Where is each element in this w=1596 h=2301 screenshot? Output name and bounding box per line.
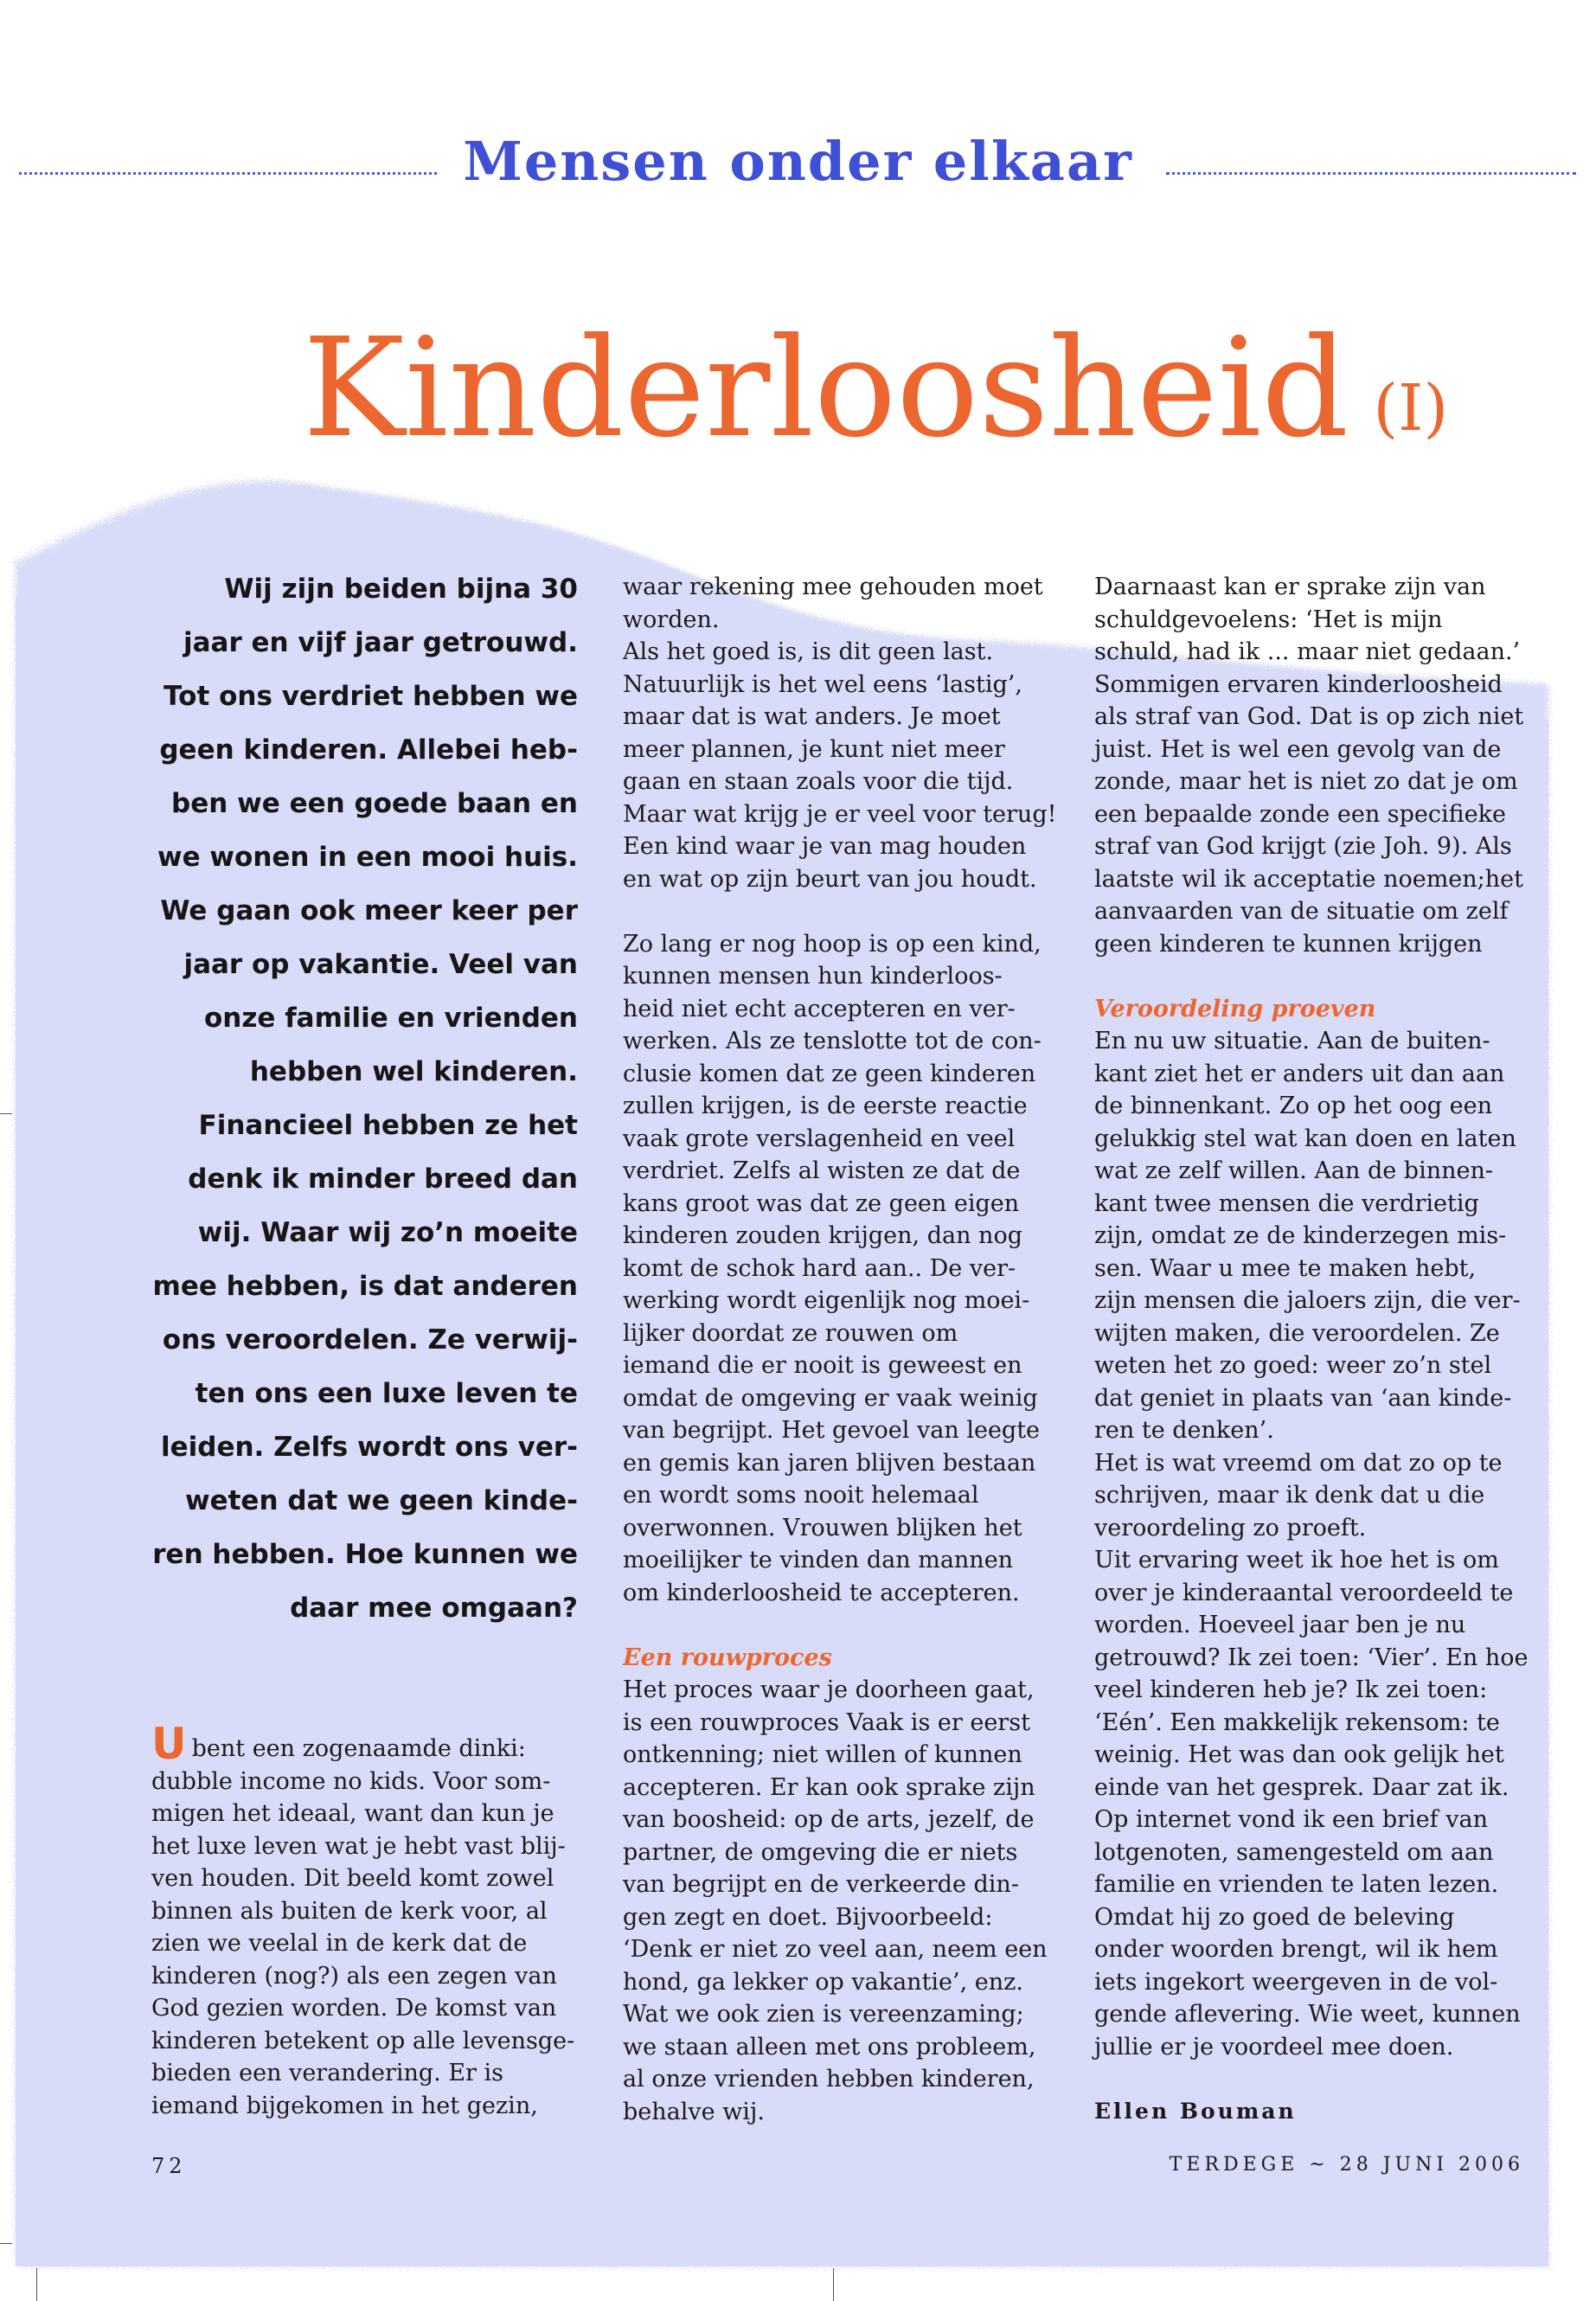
text-line: als straf van God. Dat is op zich niet	[1094, 703, 1524, 730]
text-line: en wordt soms nooit helemaal	[623, 1482, 979, 1509]
text-line: zullen krijgen, is de eerste reactie	[623, 1093, 1028, 1119]
text-line: komt de schok hard aan.. De ver-	[623, 1254, 1016, 1282]
article-column-1	[151, 1719, 578, 2122]
text-line: is een rouwproces Vaak is er eerst	[623, 1708, 1030, 1736]
text-line: werken. Als ze tenslotte tot de con-	[623, 1028, 1042, 1054]
column-2-paragraph-1	[623, 571, 1064, 895]
text-line: zien we veelal in de kerk dat de	[151, 1930, 528, 1957]
column-2-paragraph-2	[623, 928, 1064, 1610]
text-line: kant ziet het er anders uit dan aan	[1094, 1060, 1505, 1087]
text-line: jullie er je voordeel mee doen.	[1094, 2033, 1454, 2061]
text-line: kinderen zouden krijgen, dan nog	[623, 1222, 1022, 1249]
text-line: van boosheid: op de arts, jezelf, de	[623, 1806, 1035, 1833]
column-3-paragraph-2	[1094, 1025, 1553, 2063]
text-line: gen zegt en doet. Bijvoorbeeld:	[623, 1903, 993, 1931]
text-line: Het is wat vreemd om dat zo op te	[1094, 1449, 1503, 1477]
text-line: maar dat is wat anders. Je moet	[623, 703, 1001, 730]
text-line: worden.	[623, 606, 720, 633]
question-line: we wonen in een mooi huis.	[157, 842, 578, 873]
column-2-paragraph-3	[623, 1674, 1064, 2128]
text-line: lotgenoten, samengesteld om aan	[1094, 1838, 1494, 1866]
text-line: clusie komen dat ze geen kinderen	[623, 1060, 1036, 1087]
text-line: kant twee mensen die verdrietig	[1094, 1189, 1479, 1217]
question-line: jaar en vijf jaar getrouwd.	[183, 627, 578, 658]
text-line: zijn mensen die jaloers zijn, die ver-	[1094, 1287, 1521, 1314]
text-line: juist. Het is wel een gevolg van de	[1094, 735, 1502, 763]
text-line: verdriet. Zelfs al wisten ze dat de	[623, 1157, 1021, 1184]
text-line: waar rekening mee gehouden moet	[623, 574, 1043, 600]
text-line: en wat op zijn beurt van jou houdt.	[623, 865, 1037, 893]
text-line: Uit ervaring weet ik hoe het is om	[1094, 1547, 1499, 1574]
text-line: van begrijpt en de verkeerde din-	[623, 1871, 1019, 1898]
question-line: onze familie en vrienden	[203, 1003, 578, 1034]
article-title-text: Kinderloosheid	[303, 309, 1349, 468]
text-line: dubble income no kids. Voor som-	[151, 1767, 551, 1795]
column-3-paragraph-1	[1094, 571, 1553, 960]
question-line: ten ons een luxe leven te	[195, 1378, 578, 1409]
question-line: Wij zijn beiden bijna 30	[224, 574, 578, 605]
text-line: onder woorden brengt, wil ik hem	[1094, 1936, 1498, 1963]
question-line: daar mee omgaan?	[290, 1593, 578, 1624]
text-line: veroordeling zo proeft.	[1094, 1514, 1367, 1541]
author-name: Ellen Bouman	[1094, 2099, 1297, 2124]
text-line: bieden een verandering. Er is	[151, 2060, 504, 2086]
text-line: kinderen (nog?) als een zegen van	[151, 1962, 557, 1990]
article-title-part: (I)	[1373, 371, 1449, 445]
question-line: Financieel hebben ze het	[198, 1110, 578, 1141]
text-line: Natuurlijk is het wel eens ‘lastig’,	[623, 670, 1022, 698]
text-line: het luxe leven wat je hebt vast blij-	[151, 1832, 566, 1860]
text-line: werking wordt eigenlijk nog moei-	[623, 1287, 1030, 1314]
text-line: aanvaarden van de situatie om zelf	[1094, 898, 1509, 925]
section-title-text: Mensen onder elkaar	[439, 130, 1157, 193]
text-line: familie en vrienden te laten lezen.	[1094, 1871, 1499, 1898]
question-line: geen kinderen. Allebei heb-	[159, 734, 578, 766]
text-line: migen het ideaal, want dan kun je	[151, 1800, 554, 1827]
text-line: schrijven, maar ik denk dat u die	[1094, 1482, 1485, 1509]
text-line: getrouwd? Ik zei toen: ‘Vier’. En hoe	[1094, 1644, 1529, 1671]
question-line: mee hebben, is dat anderen	[152, 1271, 578, 1302]
text-line: van begrijpt. Het gevoel van leegte	[623, 1417, 1041, 1444]
text-line: over je kinderaantal veroordeeld te	[1094, 1579, 1514, 1606]
text-line: zonde, maar het is niet zo dat je om	[1094, 768, 1518, 795]
text-line: Als het goed is, is dit geen last.	[623, 638, 994, 665]
text-line: Op internet vond ik een brief van	[1094, 1806, 1488, 1833]
text-line: iets ingekort weergeven in de vol-	[1094, 1968, 1498, 1996]
article-title	[303, 309, 1449, 468]
text-line: iemand bijgekomen in het gezin,	[151, 2092, 538, 2119]
text-line: ‘Denk er niet zo veel aan, neem een	[623, 1936, 1048, 1963]
text-line: einde van het gesprek. Daar zat ik.	[1094, 1773, 1509, 1801]
question-line: ben we een goede baan en	[171, 788, 578, 819]
text-line: moeilijker te vinden dan mannen	[623, 1547, 1014, 1574]
text-line: worden. Hoeveel jaar ben je nu	[1094, 1612, 1466, 1638]
text-line: de binnenkant. Zo op het oog een	[1094, 1093, 1493, 1119]
text-line: weinig. Het was dan ook gelijk het	[1094, 1741, 1504, 1768]
question-line: We gaan ook meer keer per	[160, 895, 578, 926]
column-1-text	[151, 1766, 578, 2123]
crop-mark	[0, 2243, 12, 2244]
question-line: denk ik minder breed dan	[188, 1163, 578, 1195]
text-line: vaak grote verslagenheid en veel	[623, 1125, 1016, 1152]
question-line: weten dat we geen kinde-	[184, 1485, 578, 1516]
text-line: omdat de omgeving er vaak weinig	[623, 1384, 1038, 1412]
text-line: kunnen mensen hun kinderloos-	[623, 963, 1003, 990]
subheading-veroordeling: Veroordeling proeven	[1094, 995, 1376, 1022]
footer-credit: TERDEGE ~ 28 JUNI 2006	[1169, 2154, 1524, 2176]
text-line: binnen als buiten de kerk voor, al	[151, 1897, 548, 1925]
text-line: Omdat hij zo goed de beleving	[1094, 1903, 1455, 1931]
question-line: jaar op vakantie. Veel van	[183, 949, 578, 980]
reader-question	[151, 562, 578, 1635]
text-line: meer plannen, je kunt niet meer	[623, 735, 1005, 763]
text-line: iemand die er nooit is geweest en	[623, 1352, 1022, 1379]
text-line: gende aflevering. Wie weet, kunnen	[1094, 2001, 1521, 2028]
text-line: En nu uw situatie. Aan de buiten-	[1094, 1028, 1490, 1054]
text-line: Sommigen ervaren kinderloosheid	[1094, 670, 1503, 698]
crop-mark	[36, 2268, 37, 2301]
text-line: straf van God krijgt (zie Joh. 9). Als	[1094, 833, 1512, 860]
text-line: partner, de omgeving die er niets	[623, 1838, 1018, 1866]
text-line: schuld, had ik ... maar niet gedaan.’	[1094, 638, 1521, 665]
text-line: geen kinderen te kunnen krijgen	[1094, 930, 1483, 958]
opening-line-text: bent een zogenaamde dinki:	[191, 1735, 526, 1762]
question-line: leiden. Zelfs wordt ons ver-	[160, 1432, 578, 1463]
text-line: Wat we ook zien is vereenzaming;	[623, 2001, 1024, 2028]
text-line: ren te denken’.	[1094, 1417, 1274, 1444]
article-column-2	[623, 571, 1064, 2128]
opening-line	[151, 1719, 578, 1769]
page-number: 72	[151, 2154, 187, 2178]
text-line: wat ze zelf willen. Aan de binnen-	[1094, 1157, 1493, 1184]
text-line: heid niet echt accepteren en ver-	[623, 995, 1016, 1022]
text-line: schuldgevoelens: ‘Het is mijn	[1094, 606, 1443, 633]
crop-mark	[0, 1113, 12, 1114]
text-line: Maar wat krijg je er veel voor terug!	[623, 800, 1057, 828]
text-line: wijten maken, die veroordelen. Ze	[1094, 1319, 1500, 1347]
text-line: en gemis kan jaren blijven bestaan	[623, 1449, 1036, 1477]
text-line: we staan alleen met ons probleem,	[623, 2033, 1036, 2061]
text-line: kinderen betekent op alle levensge-	[151, 2027, 575, 2054]
text-line: lijker doordat ze rouwen om	[623, 1319, 958, 1347]
text-line: behalve wij.	[623, 2098, 765, 2125]
text-line: een bepaalde zonde een specifieke	[1094, 800, 1506, 828]
text-line: al onze vrienden hebben kinderen,	[623, 2066, 1035, 2093]
text-line: Zo lang er nog hoop is op een kind,	[623, 930, 1042, 958]
text-line: gelukkig stel wat kan doen en laten	[1094, 1125, 1516, 1152]
text-line: God gezien worden. De komst van	[151, 1995, 557, 2022]
question-line: Tot ons verdriet hebben we	[163, 681, 578, 712]
text-line: ontkenning; niet willen of kunnen	[623, 1741, 1022, 1768]
question-line: wij. Waar wij zo’n moeite	[197, 1217, 578, 1248]
text-line: veel kinderen heb je? Ik zei toen:	[1094, 1676, 1488, 1703]
text-line: ven houden. Dit beeld komt zowel	[151, 1865, 554, 1892]
question-line: ons veroordelen. Ze verwij-	[162, 1324, 578, 1356]
text-line: laatste wil ik acceptatie noemen;het	[1094, 865, 1523, 893]
text-line: zijn, omdat ze de kinderzegen mis-	[1094, 1222, 1507, 1249]
question-line: hebben wel kinderen.	[249, 1056, 578, 1087]
question-line: ren hebben. Hoe kunnen we	[152, 1539, 578, 1570]
text-line: kans groot was dat ze geen eigen	[623, 1189, 1020, 1217]
text-line: overwonnen. Vrouwen blijken het	[623, 1514, 1022, 1541]
section-title	[0, 130, 1596, 193]
crop-mark	[833, 2268, 834, 2301]
subheading-rouwproces: Een rouwproces	[623, 1644, 832, 1671]
text-line: hond, ga lekker op vakantie’, enz.	[623, 1968, 1023, 1996]
text-line: om kinderloosheid te accepteren.	[623, 1579, 1020, 1606]
text-line: sen. Waar u mee te maken hebt,	[1094, 1254, 1477, 1282]
text-line: Daarnaast kan er sprake zijn van	[1094, 574, 1486, 600]
text-line: ‘Eén’. Een makkelijk rekensom: te	[1094, 1708, 1500, 1736]
text-line: weten het zo goed: weer zo’n stel	[1094, 1352, 1492, 1379]
text-line: Het proces waar je doorheen gaat,	[623, 1676, 1035, 1703]
text-line: accepteren. Er kan ook sprake zijn	[623, 1773, 1035, 1801]
text-line: gaan en staan zoals voor die tijd.	[623, 768, 1014, 795]
text-line: dat geniet in plaats van ‘aan kinde-	[1094, 1384, 1512, 1412]
drop-cap: U	[151, 1719, 187, 1769]
article-column-3	[1094, 571, 1553, 2128]
text-line: Een kind waar je van mag houden	[623, 833, 1027, 860]
